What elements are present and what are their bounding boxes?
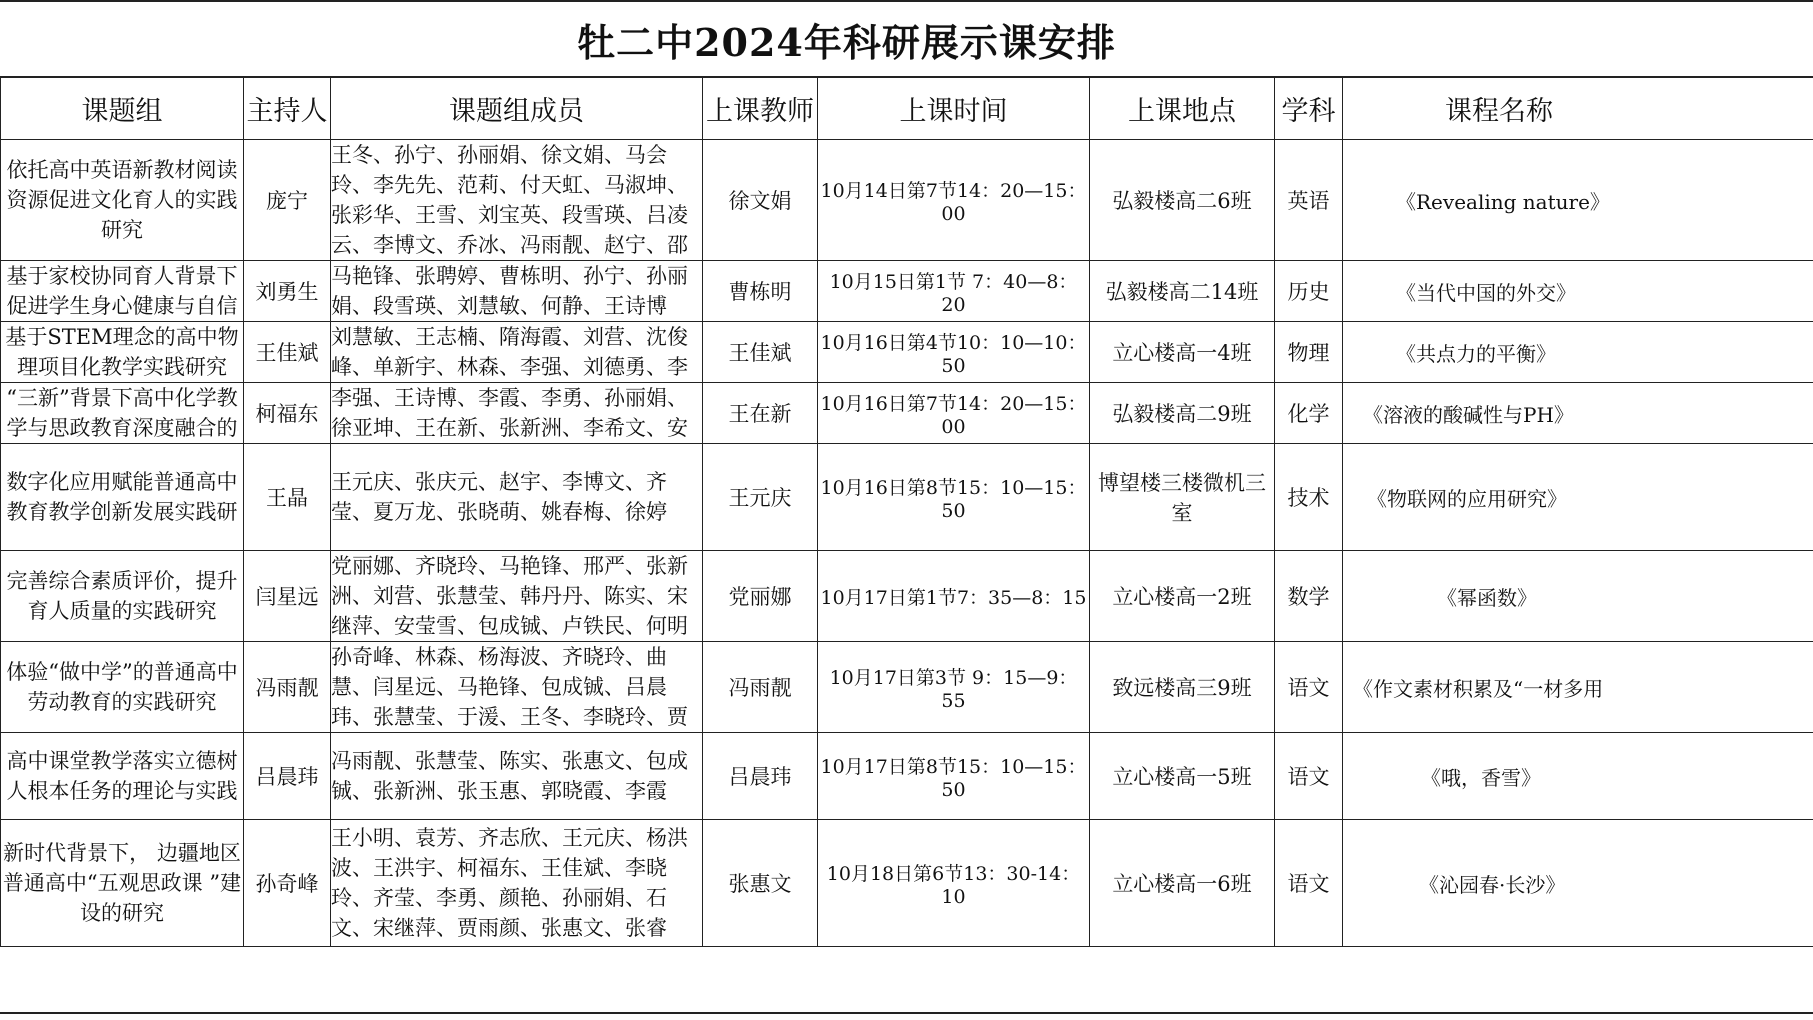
topic-cell: 基于家校协同育人背景下促进学生身心健康与自信 [1, 261, 244, 322]
host-cell: 冯雨靓 [244, 642, 331, 733]
teacher-cell: 党丽娜 [703, 551, 818, 642]
header-teacher: 上课教师 [703, 78, 818, 140]
time-cell: 10月17日第3节 9：15—9：55 [818, 642, 1090, 733]
teacher-cell: 曹栋明 [703, 261, 818, 322]
host-cell: 柯福东 [244, 383, 331, 444]
header-members: 课题组成员 [331, 78, 703, 140]
header-host: 主持人 [244, 78, 331, 140]
course-cell: 《哦，香雪》 [1343, 733, 1813, 820]
place-cell: 立心楼高一5班 [1090, 733, 1275, 820]
table-row [1, 820, 1813, 947]
time-cell: 10月17日第1节7：35—8：15 [818, 551, 1090, 642]
members-cell: 马艳锋、张聘婷、曹栋明、孙宁、孙丽娟、段雪瑛、刘慧敏、何静、王诗博 [331, 261, 703, 322]
header-row [1, 78, 1813, 140]
topic-cell: 新时代背景下， 边疆地区普通高中“五观思政课 ”建设的研究 [1, 820, 244, 947]
time-cell: 10月18日第6节13：30-14：10 [818, 820, 1090, 947]
members-cell: 王元庆、张庆元、赵宇、李博文、齐莹、夏万龙、张晓萌、姚春梅、徐婷 [331, 444, 703, 551]
course-cell: 《溶液的酸碱性与PH》 [1343, 383, 1813, 444]
members-cell: 王小明、袁芳、齐志欣、王元庆、杨洪波、王洪宇、柯福东、王佳斌、李晓玲、齐莹、李勇、颜艳、孙丽娟、石文、宋继萍、贾雨颜、张惠文、张睿 [331, 820, 703, 947]
members-cell: 冯雨靓、张慧莹、陈实、张惠文、包成铖、张新洲、张玉惠、郭晓霞、李霞 [331, 733, 703, 820]
table-row [1, 383, 1813, 444]
course-cell: 《沁园春·长沙》 [1343, 820, 1813, 947]
place-cell: 弘毅楼高二14班 [1090, 261, 1275, 322]
subject-cell: 语文 [1275, 642, 1343, 733]
place-cell: 立心楼高一4班 [1090, 322, 1275, 383]
table-row [1, 733, 1813, 820]
topic-cell: 完善综合素质评价，提升育人质量的实践研究 [1, 551, 244, 642]
host-cell: 闫星远 [244, 551, 331, 642]
time-cell: 10月16日第4节10：10—10：50 [818, 322, 1090, 383]
header-place: 上课地点 [1090, 78, 1275, 140]
topic-cell: “三新”背景下高中化学教学与思政教育深度融合的 [1, 383, 244, 444]
topic-cell: 体验“做中学”的普通高中劳动教育的实践研究 [1, 642, 244, 733]
place-cell: 弘毅楼高二6班 [1090, 140, 1275, 261]
header-course: 课程名称 [1343, 78, 1813, 140]
members-cell: 李强、王诗博、李霞、李勇、孙丽娟、徐亚坤、王在新、张新洲、李希文、安 [331, 383, 703, 444]
subject-cell: 化学 [1275, 383, 1343, 444]
place-cell: 立心楼高一6班 [1090, 820, 1275, 947]
time-cell: 10月16日第8节15：10—15：50 [818, 444, 1090, 551]
members-cell: 刘慧敏、王志楠、隋海霞、刘营、沈俊峰、单新宇、林森、李强、刘德勇、李 [331, 322, 703, 383]
table-row [1, 444, 1813, 551]
subject-cell: 物理 [1275, 322, 1343, 383]
host-cell: 刘勇生 [244, 261, 331, 322]
time-cell: 10月16日第7节14：20—15：00 [818, 383, 1090, 444]
subject-cell: 语文 [1275, 820, 1343, 947]
time-cell: 10月14日第7节14：20—15：00 [818, 140, 1090, 261]
members-cell: 王冬、孙宁、孙丽娟、徐文娟、马会玲、李先先、范莉、付天虹、马淑坤、张彩华、王雪、刘宝英、段雪瑛、吕凌云、李博文、乔冰、冯雨靓、赵宁、邵 [331, 140, 703, 261]
course-cell: 《当代中国的外交》 [1343, 261, 1813, 322]
topic-cell: 基于STEM理念的高中物理项目化教学实践研究 [1, 322, 244, 383]
course-cell: 《Revealing nature》 [1343, 140, 1813, 261]
subject-cell: 语文 [1275, 733, 1343, 820]
host-cell: 王晶 [244, 444, 331, 551]
page-title: 牡二中2024年科研展示课安排 [577, 19, 1116, 65]
topic-cell: 高中课堂教学落实立德树人根本任务的理论与实践 [1, 733, 244, 820]
table-row [1, 551, 1813, 642]
place-cell: 致远楼高三9班 [1090, 642, 1275, 733]
members-cell: 孙奇峰、林森、杨海波、齐晓玲、曲慧、闫星远、马艳锋、包成铖、吕晨玮、张慧莹、于湲、王冬、李晓玲、贾 [331, 642, 703, 733]
course-cell: 《共点力的平衡》 [1343, 322, 1813, 383]
subject-cell: 英语 [1275, 140, 1343, 261]
bottom-rule [0, 1012, 1813, 1014]
time-cell: 10月15日第1节 7：40—8：20 [818, 261, 1090, 322]
host-cell: 庞宁 [244, 140, 331, 261]
place-cell: 弘毅楼高二9班 [1090, 383, 1275, 444]
schedule-table [0, 77, 1813, 947]
table-row [1, 140, 1813, 261]
header-subject: 学科 [1275, 78, 1343, 140]
table-row [1, 322, 1813, 383]
subject-cell: 数学 [1275, 551, 1343, 642]
teacher-cell: 王在新 [703, 383, 818, 444]
title-bar [0, 0, 1813, 78]
header-topic: 课题组 [1, 78, 244, 140]
place-cell: 博望楼三楼微机三室 [1090, 444, 1275, 551]
subject-cell: 技术 [1275, 444, 1343, 551]
topic-cell: 数字化应用赋能普通高中教育教学创新发展实践研 [1, 444, 244, 551]
members-cell: 党丽娜、齐晓玲、马艳锋、邢严、张新洲、刘营、张慧莹、韩丹丹、陈实、宋继萍、安莹雪、包成铖、卢铁民、何明 [331, 551, 703, 642]
course-cell: 《幂函数》 [1343, 551, 1813, 642]
subject-cell: 历史 [1275, 261, 1343, 322]
teacher-cell: 徐文娟 [703, 140, 818, 261]
topic-cell: 依托高中英语新教材阅读资源促进文化育人的实践研究 [1, 140, 244, 261]
teacher-cell: 张惠文 [703, 820, 818, 947]
teacher-cell: 王佳斌 [703, 322, 818, 383]
time-cell: 10月17日第8节15：10—15：50 [818, 733, 1090, 820]
host-cell: 王佳斌 [244, 322, 331, 383]
teacher-cell: 王元庆 [703, 444, 818, 551]
table-row [1, 642, 1813, 733]
host-cell: 吕晨玮 [244, 733, 331, 820]
header-time: 上课时间 [818, 78, 1090, 140]
place-cell: 立心楼高一2班 [1090, 551, 1275, 642]
course-cell: 《作文素材积累及“一材多用 [1343, 642, 1813, 733]
teacher-cell: 冯雨靓 [703, 642, 818, 733]
teacher-cell: 吕晨玮 [703, 733, 818, 820]
course-cell: 《物联网的应用研究》 [1343, 444, 1813, 551]
host-cell: 孙奇峰 [244, 820, 331, 947]
table-row [1, 261, 1813, 322]
